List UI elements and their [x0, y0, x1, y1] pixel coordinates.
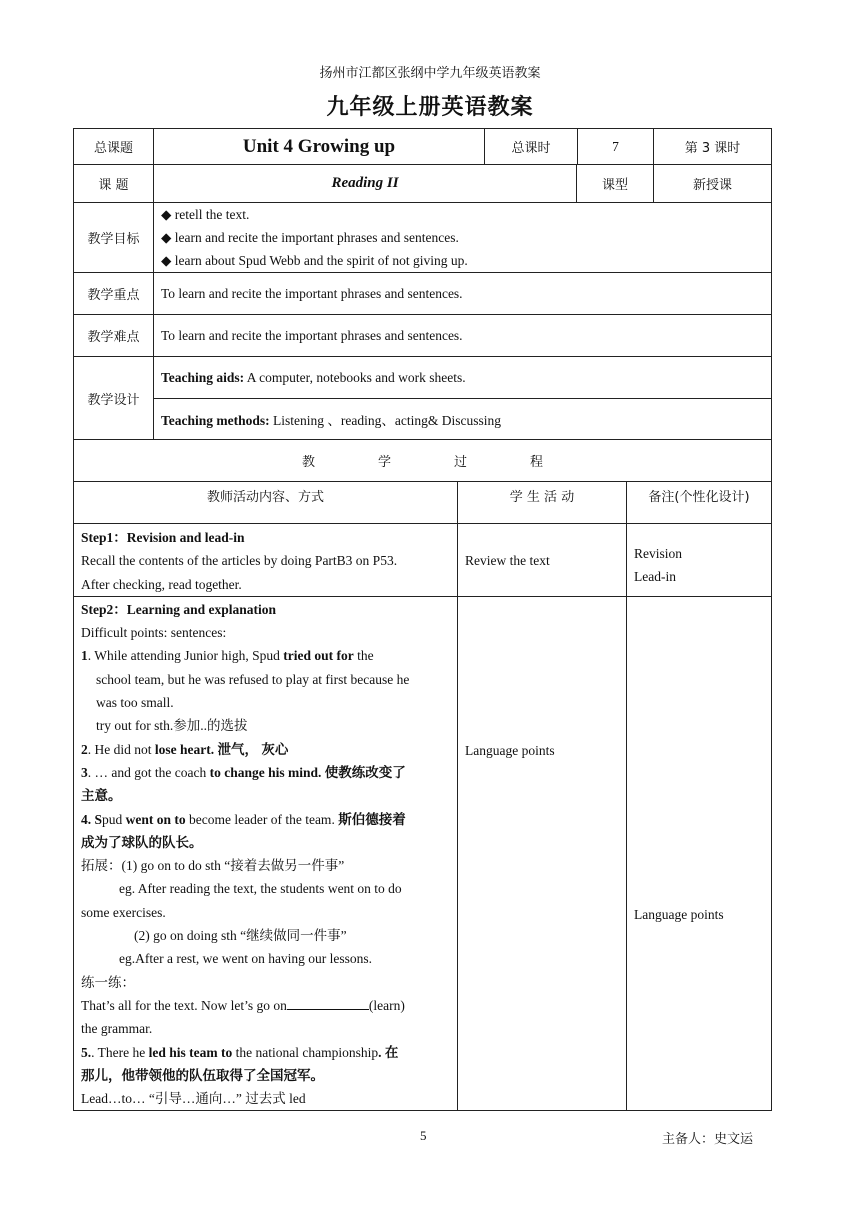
page-number: 5	[420, 1128, 427, 1143]
process-char: 学	[377, 455, 391, 470]
topic-label: 总课题	[74, 129, 154, 165]
step1-title: Step1：Revision and lead-in	[81, 530, 245, 545]
sentence-text: become leader of the team.	[185, 811, 339, 827]
col-teacher: 教师活动内容、方式	[74, 482, 458, 524]
aids-label: Teaching aids:	[161, 369, 245, 385]
topic-value: Unit 4 Growing up	[154, 129, 485, 165]
key-value: To learn and recite the important phrases and sentences.	[154, 273, 772, 315]
fill-blank	[287, 997, 369, 1010]
extension: 拓展：(1) go on to do sth “接着去做另一件事”	[81, 858, 345, 874]
sentence-text: . There he	[91, 1044, 149, 1060]
page-header: 扬州市江都区张纲中学九年级英语教案	[319, 66, 541, 81]
sentence-1-cont: school team, but he was refused to play at first because he	[96, 671, 410, 687]
methods-value: Listening 、reading、acting& Discussing	[269, 413, 501, 428]
step1-teacher	[74, 524, 458, 597]
sentence-key: 斯伯德接着	[338, 811, 406, 827]
type-value: 新授课	[654, 165, 772, 203]
step2-teacher	[74, 596, 458, 1111]
sentence-key: lose heart. 泄气， 灰心	[154, 741, 289, 757]
practice-label: 练一练：	[81, 974, 135, 990]
sentence-text: pud	[102, 811, 126, 827]
sentence-text: . … and got the coach	[87, 764, 210, 780]
extension-example: some exercises.	[81, 904, 166, 920]
sentence-number: 3	[81, 764, 88, 780]
step2-title: Step2：Learning and explanation	[81, 601, 277, 617]
goal-item: ◆ retell the text.	[161, 207, 250, 222]
sentence-text: . He did not	[87, 741, 155, 757]
process-table	[73, 439, 772, 1111]
sentence-2	[81, 738, 450, 761]
total-hours-label: 总课时	[485, 129, 578, 165]
lesson-value: Reading II	[154, 165, 577, 203]
goal-item: ◆ learn and recite the important phrases and sentences.	[161, 230, 459, 245]
sentence-4	[81, 808, 450, 831]
step2-notes	[627, 596, 772, 1111]
step1-note: Revision	[634, 545, 683, 561]
key-label: 教学重点	[74, 273, 154, 315]
step1-notes	[627, 524, 772, 597]
col-student: 学 生 活 动	[458, 482, 627, 524]
preparer: 主备人：史文运	[662, 1132, 754, 1147]
sentence-key: went on to	[125, 811, 186, 827]
goal-item: ◆ learn about Spud Webb and the spirit of not giving up.	[161, 253, 468, 268]
step2-student-activity: Language points	[465, 742, 555, 758]
process-heading	[74, 440, 772, 482]
sentence-key: to change his mind. 使教练改变了	[209, 764, 406, 780]
step2-student	[458, 596, 627, 1111]
practice-hint: (learn)	[368, 997, 405, 1013]
process-char: 过	[453, 455, 467, 470]
methods-label: Teaching methods:	[161, 413, 270, 428]
col-notes: 备注(个性化设计)	[627, 482, 772, 524]
sentence-1-phrase: try out for sth.参加..的选拔	[96, 718, 248, 734]
sentence-text: . While attending Junior high, Spud	[87, 648, 284, 664]
goals-label: 教学目标	[74, 203, 154, 273]
goals-cell	[154, 203, 772, 273]
step1-line: After checking, read together.	[81, 576, 242, 592]
sentence-number: 4. S	[81, 811, 103, 827]
process-char: 教	[301, 455, 315, 470]
design-label: 教学设计	[74, 357, 154, 440]
step1-note: Lead-in	[634, 568, 676, 584]
difficult-label: 教学难点	[74, 315, 154, 357]
sentence-3	[81, 761, 450, 784]
sentence-5-cont: 那儿，他带领他的队伍取得了全国冠军。	[81, 1067, 324, 1083]
sentence-1	[81, 644, 450, 667]
practice-item	[81, 994, 450, 1017]
sentence-text: the	[353, 648, 374, 664]
sentence-1-cont: was too small.	[96, 695, 174, 711]
sentence-key: tried out for	[283, 648, 354, 664]
lesson-plan-table	[73, 128, 772, 165]
lesson-number: 第 3 课时	[654, 129, 772, 165]
lesson-row-table	[73, 164, 772, 203]
sentence-4-cont: 成为了球队的队长。	[81, 834, 203, 850]
sentence-key: . 在	[378, 1044, 399, 1060]
sentence-key: led his team to	[148, 1044, 233, 1060]
sentence-3-cont: 主意。	[81, 788, 122, 804]
step1-line: Recall the contents of the articles by doing PartB3 on P53.	[81, 553, 398, 569]
sentence-5-phrase: Lead…to… “引导…通向…” 过去式 led	[81, 1091, 306, 1107]
sentence-number: 1	[81, 648, 88, 664]
goals-table	[73, 202, 772, 440]
sentence-text: the national championship	[232, 1044, 379, 1060]
difficult-value: To learn and recite the important phrases and sentences.	[154, 315, 772, 357]
process-char: 程	[529, 455, 543, 470]
sentence-5	[81, 1041, 450, 1064]
extension-example: eg.After a rest, we went on having our lessons.	[119, 951, 373, 967]
aids-value: A computer, notebooks and work sheets.	[244, 369, 466, 385]
page-title: 九年级上册英语教案	[326, 95, 534, 120]
lesson-label: 课 题	[74, 165, 154, 203]
step2-intro: Difficult points: sentences:	[81, 625, 227, 641]
extension: (2) go on doing sth “继续做同一件事”	[134, 928, 347, 944]
teaching-aids	[154, 357, 772, 399]
type-label: 课型	[577, 165, 654, 203]
practice-item: the grammar.	[81, 1021, 153, 1037]
practice-text: That’s all for the text. Now let’s go on	[81, 997, 287, 1013]
step1-student: Review the text	[458, 524, 627, 597]
total-hours-value: 7	[578, 129, 654, 165]
sentence-number: 5.	[81, 1044, 92, 1060]
sentence-number: 2	[81, 741, 88, 757]
step2-note: Language points	[634, 906, 724, 922]
teaching-methods	[154, 399, 772, 440]
extension-example: eg. After reading the text, the students went on to do	[119, 881, 402, 897]
